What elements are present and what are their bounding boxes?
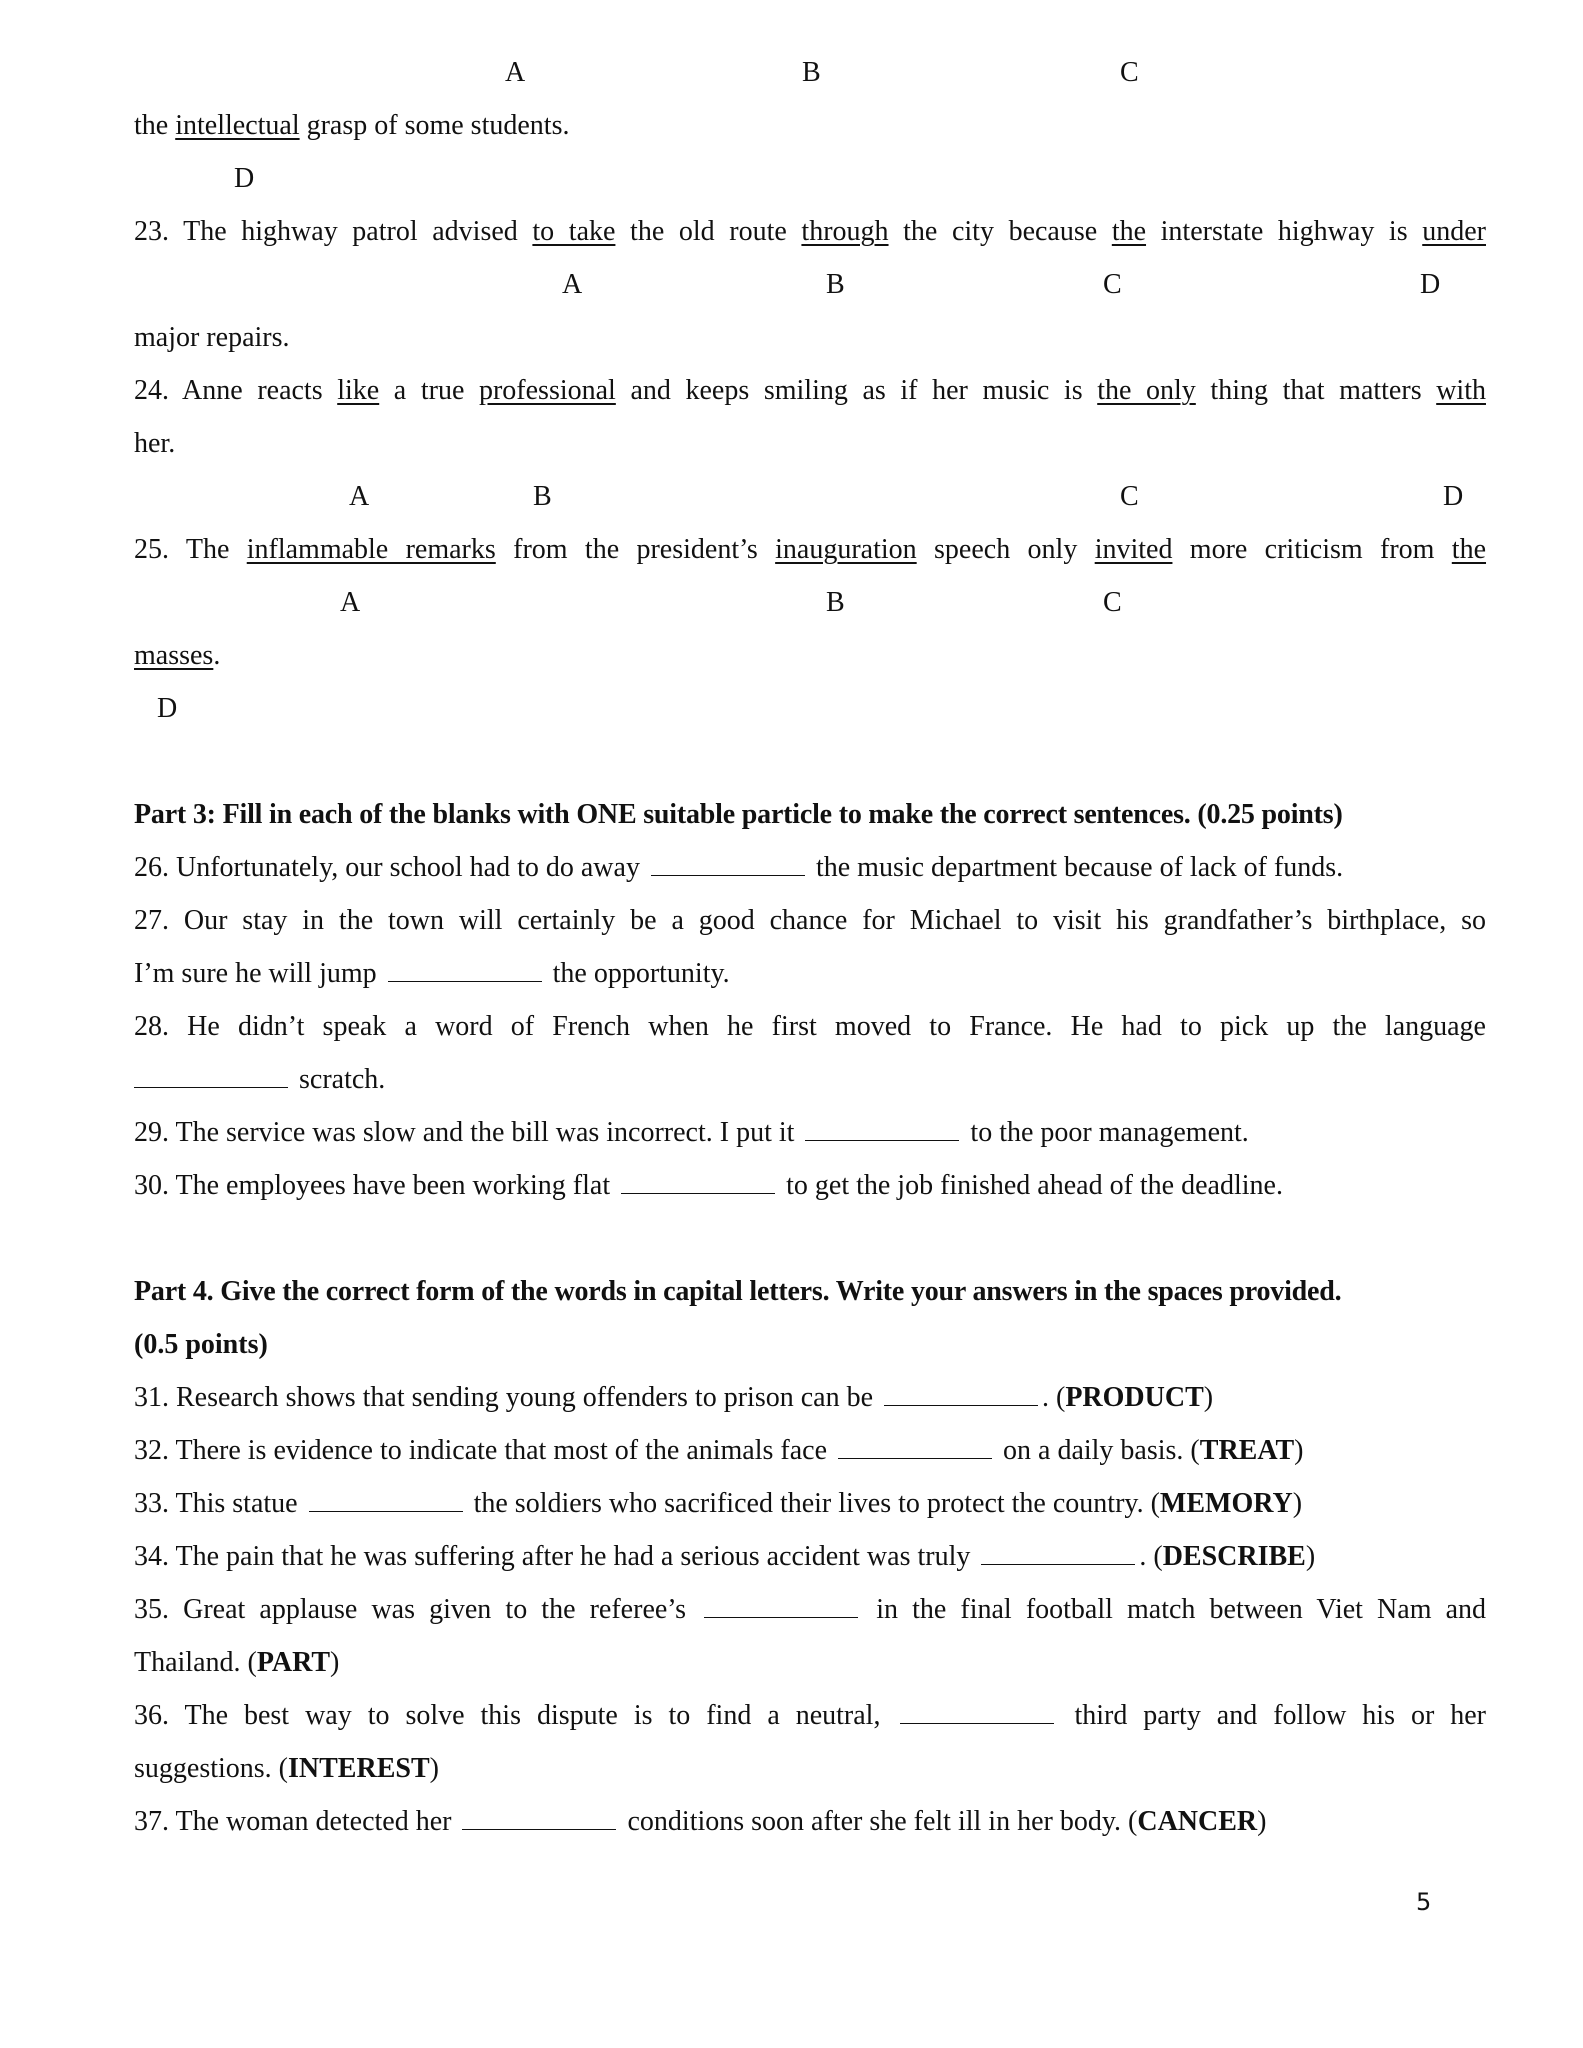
underlined-option-d: the: [1451, 534, 1487, 565]
question-24: 24. Anne reacts like a true professional and keeps smiling as if her music is the only thing that matters with: [134, 375, 1486, 406]
question-35: 35. Great applause was given to the referee’s in the final football match between Viet Nam and: [134, 1594, 1487, 1625]
option-letter-d: D: [157, 693, 178, 724]
question-26: 26. Unfortunately, our school had to do away the music department because of lack of funds.: [134, 852, 1344, 883]
part-3-heading: Part 3: Fill in each of the blanks with ONE suitable particle to make the correct sentences. (0.25 points): [134, 799, 1343, 830]
part-4-points: (0.5 points): [134, 1329, 268, 1360]
keyword: CANCER: [1137, 1806, 1258, 1837]
option-letter-c: C: [1103, 587, 1122, 618]
question-35-continuation: Thailand. (PART): [134, 1647, 340, 1678]
underlined-option-b: professional: [478, 375, 616, 406]
underlined-option-c: the only: [1097, 375, 1196, 406]
underlined-option-d: with: [1436, 375, 1486, 406]
underlined-option-d: under: [1422, 216, 1486, 247]
underlined-option-b: inauguration: [775, 534, 917, 565]
option-letter-a: A: [340, 587, 361, 618]
question-28: 28. He didn’t speak a word of French when he first moved to France. He had to pick up the language: [134, 1011, 1486, 1042]
answer-blank[interactable]: [462, 1807, 616, 1830]
question-25: 25. The inflammable remarks from the president’s inauguration speech only invited more criticism from the: [134, 534, 1487, 565]
answer-blank[interactable]: [621, 1171, 775, 1194]
question-32: 32. There is evidence to indicate that most of the animals face on a daily basis. (TREAT): [134, 1435, 1304, 1466]
option-letter-b: B: [826, 587, 845, 618]
option-letter-b: B: [802, 57, 821, 88]
option-letter-a: A: [562, 269, 583, 300]
question-31: 31. Research shows that sending young offenders to prison can be . (PRODUCT): [134, 1382, 1214, 1413]
keyword: DESCRIBE: [1162, 1541, 1306, 1572]
underlined-option-a: to take: [532, 216, 616, 247]
underlined-option-c: invited: [1094, 534, 1173, 565]
answer-blank[interactable]: [838, 1436, 992, 1459]
answer-blank[interactable]: [388, 959, 542, 982]
underlined-option-d-cont: masses: [134, 640, 214, 671]
question-28-continuation: scratch.: [134, 1062, 1486, 1098]
answer-blank[interactable]: [651, 853, 805, 876]
question-37: 37. The woman detected her conditions soon after she felt ill in her body. (CANCER): [134, 1806, 1267, 1837]
option-letter-c: C: [1120, 57, 1139, 88]
question-27: 27. Our stay in the town will certainly be a good chance for Michael to visit his grandfather’s birthplace, so: [134, 905, 1486, 936]
answer-blank[interactable]: [704, 1595, 858, 1618]
keyword: PART: [256, 1647, 331, 1678]
underlined-option-b: through: [801, 216, 889, 247]
question-36: 36. The best way to solve this dispute is to find a neutral, third party and follow his or her: [134, 1700, 1487, 1731]
keyword: PRODUCT: [1065, 1382, 1204, 1413]
underlined-option-a: like: [337, 375, 380, 406]
underlined-option-c: the: [1111, 216, 1147, 247]
option-letter-d: D: [1420, 269, 1441, 300]
underlined-option-a: inflammable remarks: [246, 534, 496, 565]
question-24-continuation: her.: [134, 428, 176, 459]
question-23: 23. The highway patrol advised to take the old route through the city because the interstate highway is under: [134, 216, 1486, 247]
answer-blank[interactable]: [309, 1489, 463, 1512]
option-letter-b: B: [826, 269, 845, 300]
question-34: 34. The pain that he was suffering after he had a serious accident was truly . (DESCRIBE): [134, 1541, 1316, 1572]
q22-continuation: the intellectual grasp of some students.: [134, 110, 570, 141]
question-33: 33. This statue the soldiers who sacrificed their lives to protect the country. (MEMORY): [134, 1488, 1303, 1519]
keyword: INTEREST: [288, 1753, 430, 1784]
option-letter-a: A: [505, 57, 526, 88]
part-4-heading: Part 4. Give the correct form of the words in capital letters. Write your answers in the spaces provided.: [134, 1276, 1342, 1307]
answer-blank[interactable]: [805, 1118, 959, 1141]
question-25-continuation: masses.: [134, 640, 221, 671]
underlined-option: intellectual: [175, 110, 300, 141]
answer-blank[interactable]: [884, 1383, 1038, 1406]
option-letter-a: A: [349, 481, 370, 512]
keyword: TREAT: [1199, 1435, 1295, 1466]
option-letter-c: C: [1120, 481, 1139, 512]
question-30: 30. The employees have been working flat to get the job finished ahead of the deadline.: [134, 1170, 1283, 1201]
option-letter-d: D: [234, 163, 255, 194]
question-29: 29. The service was slow and the bill was incorrect. I put it to the poor management.: [134, 1117, 1249, 1148]
answer-blank[interactable]: [134, 1065, 288, 1088]
answer-blank[interactable]: [981, 1542, 1135, 1565]
question-36-continuation: suggestions. (INTEREST): [134, 1753, 439, 1784]
page-number: 5: [1416, 1888, 1432, 1916]
option-letter-c: C: [1103, 269, 1122, 300]
question-27-continuation: I’m sure he will jump the opportunity.: [134, 958, 730, 989]
question-23-continuation: major repairs.: [134, 322, 290, 353]
option-letter-d: D: [1443, 481, 1464, 512]
option-letter-b: B: [533, 481, 552, 512]
keyword: MEMORY: [1159, 1488, 1293, 1519]
answer-blank[interactable]: [900, 1701, 1054, 1724]
